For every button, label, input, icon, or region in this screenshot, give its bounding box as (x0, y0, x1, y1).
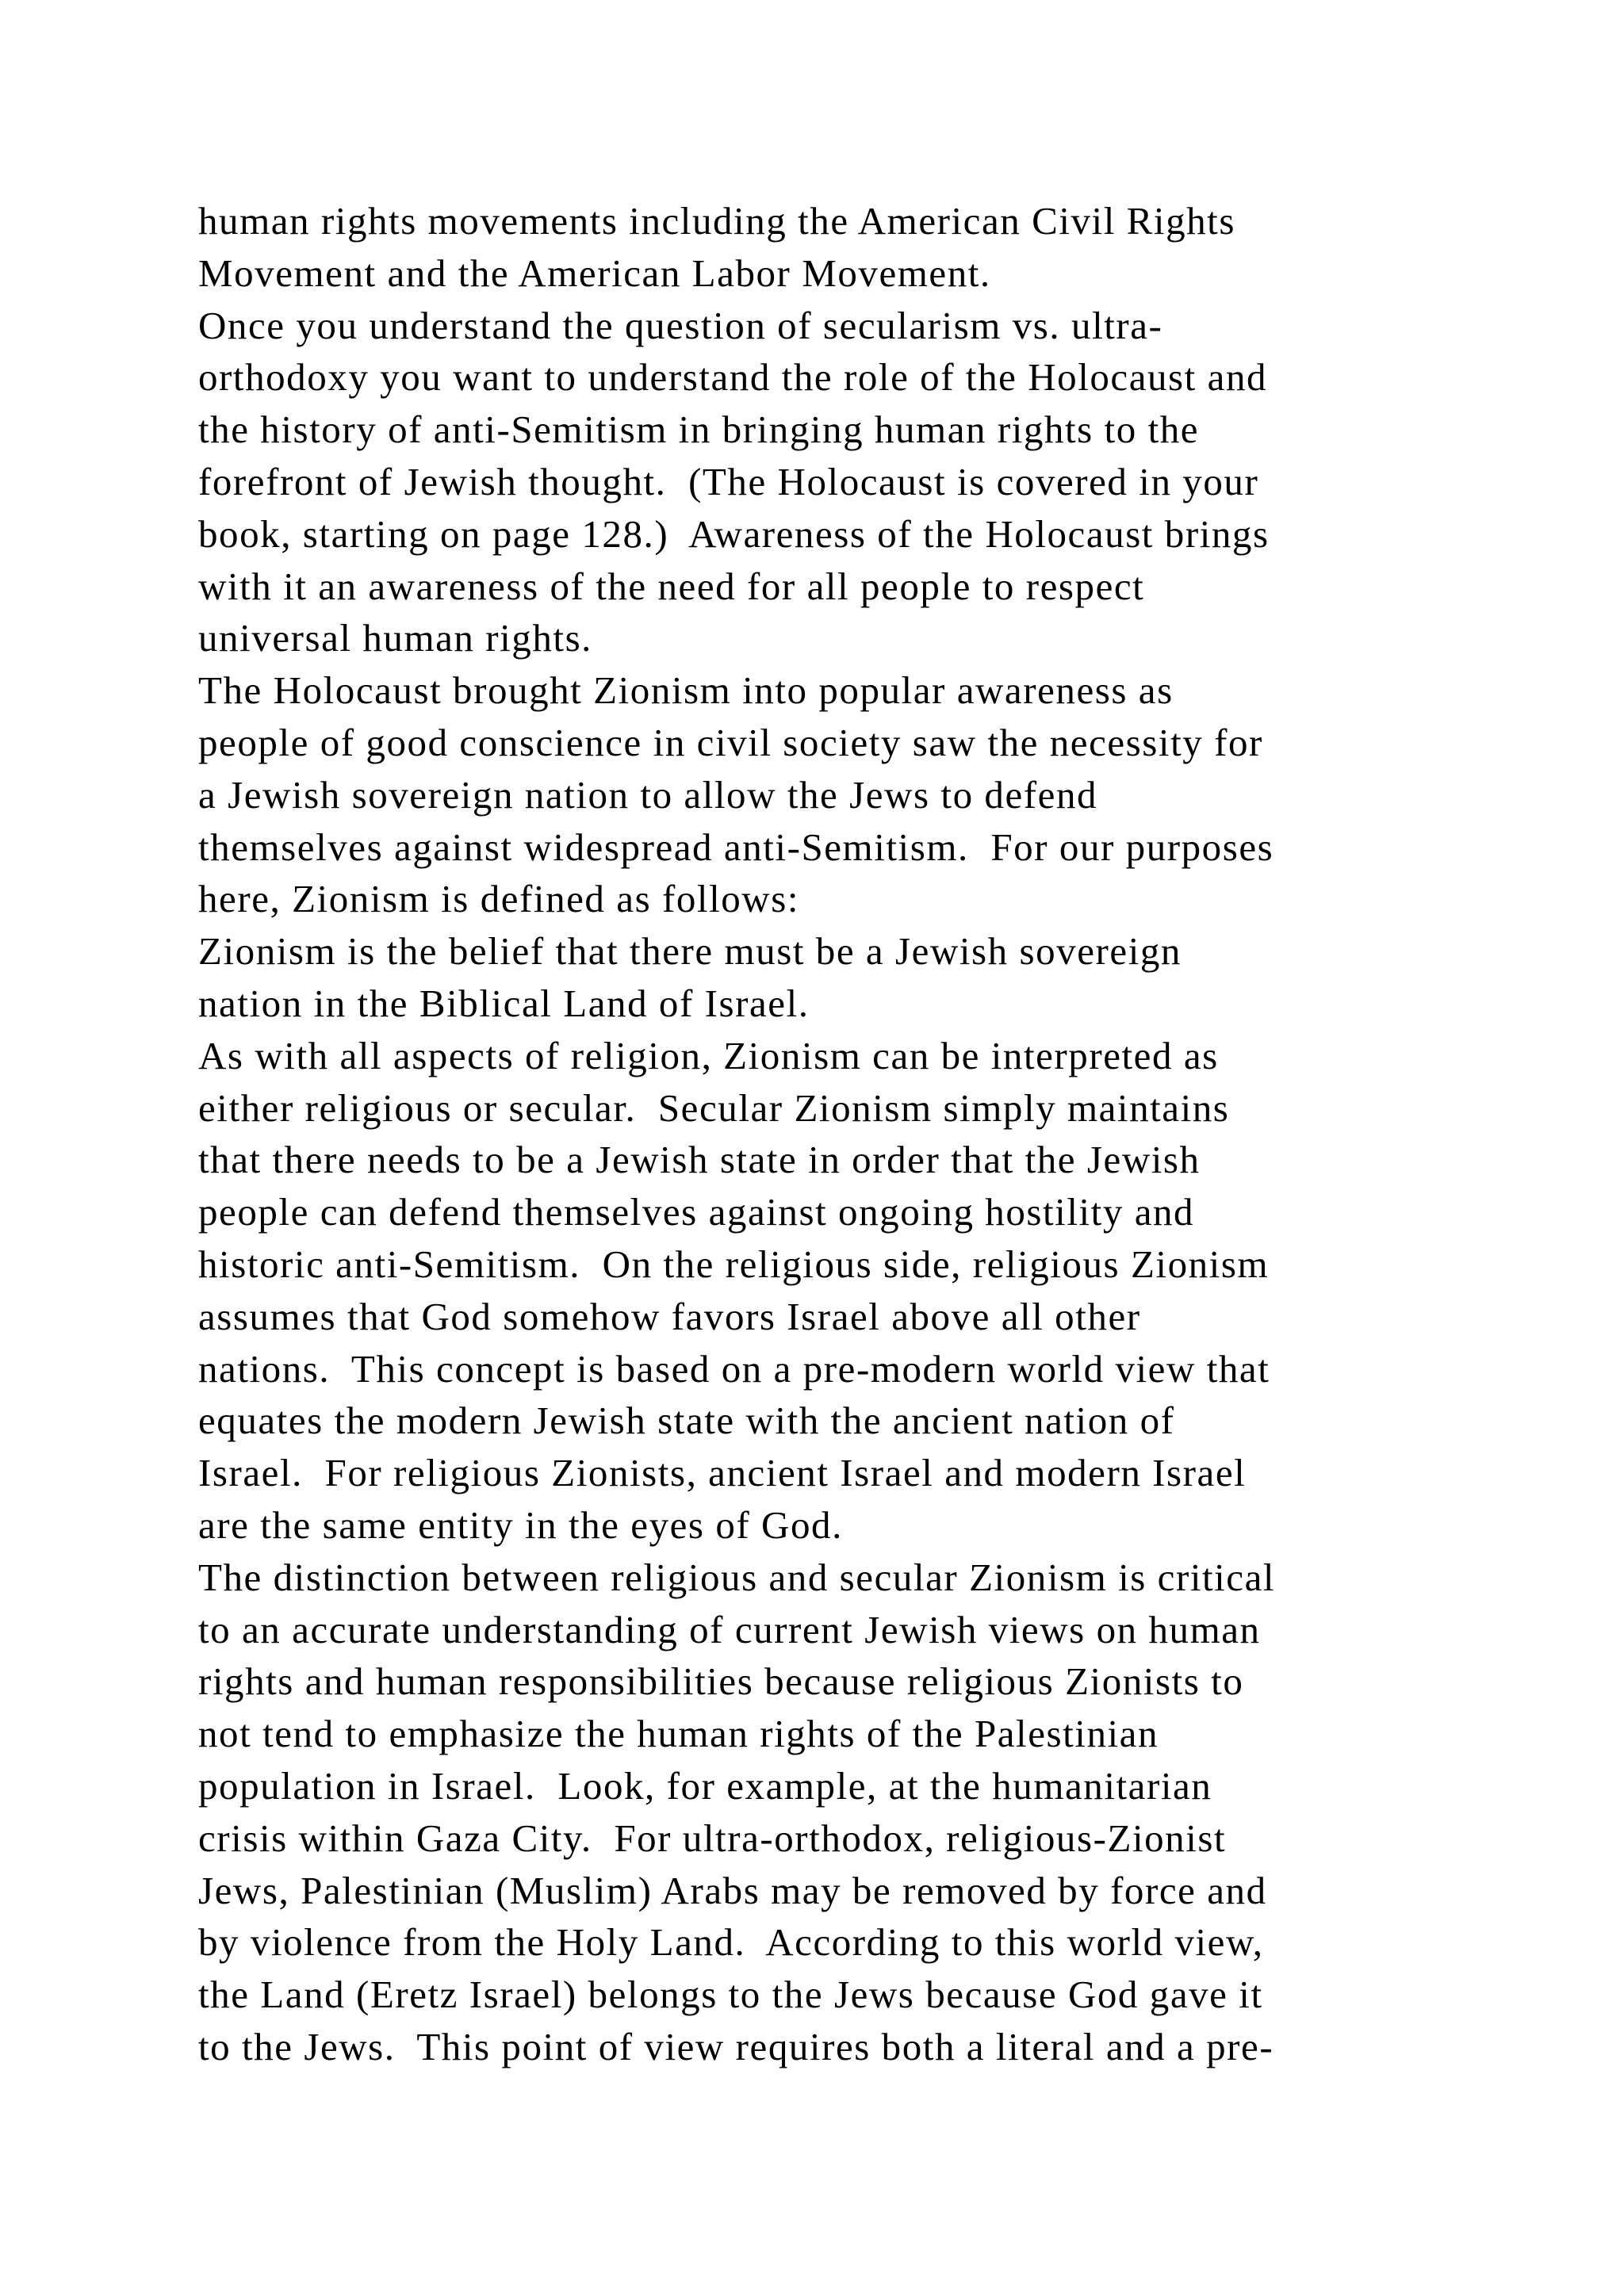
text-line: the Land (Eretz Israel) belongs to the Jews because God gave it (198, 1973, 1263, 2017)
text-line: universal human rights. (198, 616, 592, 660)
text-line: The Holocaust brought Zionism into popular awareness as (198, 668, 1174, 713)
text-line: Israel. For religious Zionists, ancient Israel and modern Israel (198, 1451, 1247, 1495)
text-line: people can defend themselves against ongoing hostility and (198, 1190, 1195, 1234)
text-line: population in Israel. Look, for example, at the humanitarian (198, 1763, 1212, 1808)
text-line: nations. This concept is based on a pre-modern world view that (198, 1346, 1270, 1391)
text-line: Jews, Palestinian (Muslim) Arabs may be removed by force and (198, 1868, 1267, 1912)
text-line: either religious or secular. Secular Zionism simply maintains (198, 1085, 1230, 1130)
text-line: to an accurate understanding of current Jewish views on human (198, 1607, 1261, 1651)
body-text (198, 195, 1507, 2073)
text-line: here, Zionism is defined as follows: (198, 877, 799, 921)
text-line: not tend to emphasize the human rights of the Palestinian (198, 1712, 1159, 1756)
text-line: rights and human responsibilities because religious Zionists to (198, 1659, 1244, 1704)
text-line: Once you understand the question of secularism vs. ultra- (198, 303, 1163, 347)
text-line: are the same entity in the eyes of God. (198, 1502, 843, 1547)
text-line: to the Jews. This point of view requires both a literal and a pre- (198, 2024, 1274, 2068)
text-line: that there needs to be a Jewish state in order that the Jewish (198, 1138, 1201, 1182)
text-line: Movement and the American Labor Movement. (198, 251, 991, 295)
text-line: crisis within Gaza City. For ultra-orthodox, religious-Zionist (198, 1816, 1227, 1860)
text-line: human rights movements including the American Civil Rights (198, 199, 1235, 243)
text-line: orthodoxy you want to understand the role of the Holocaust and (198, 355, 1268, 400)
text-line: historic anti-Semitism. On the religious side, religious Zionism (198, 1242, 1270, 1286)
text-line: Zionism is the belief that there must be a Jewish sovereign (198, 929, 1182, 974)
text-line: with it an awareness of the need for all people to respect (198, 564, 1145, 608)
text-line: book, starting on page 128.) Awareness of the Holocaust brings (198, 511, 1270, 556)
text-line: people of good conscience in civil society saw the necessity for (198, 720, 1263, 764)
text-line: by violence from the Holy Land. According to this world view, (198, 1920, 1264, 1965)
text-line: themselves against widespread anti-Semitism. For our purposes (198, 825, 1274, 869)
text-line: The distinction between religious and secular Zionism is critical (198, 1555, 1276, 1599)
text-line: assumes that God somehow favors Israel above all other (198, 1294, 1141, 1338)
text-line: forefront of Jewish thought. (The Holocaust is covered in your (198, 459, 1259, 503)
text-line: As with all aspects of religion, Zionism can be interpreted as (198, 1033, 1219, 1077)
text-line: the history of anti-Semitism in bringing human rights to the (198, 408, 1200, 452)
text-line: nation in the Biblical Land of Israel. (198, 981, 810, 1025)
text-line: equates the modern Jewish state with the ancient nation of (198, 1399, 1175, 1443)
text-line: a Jewish sovereign nation to allow the Jews to defend (198, 772, 1098, 817)
